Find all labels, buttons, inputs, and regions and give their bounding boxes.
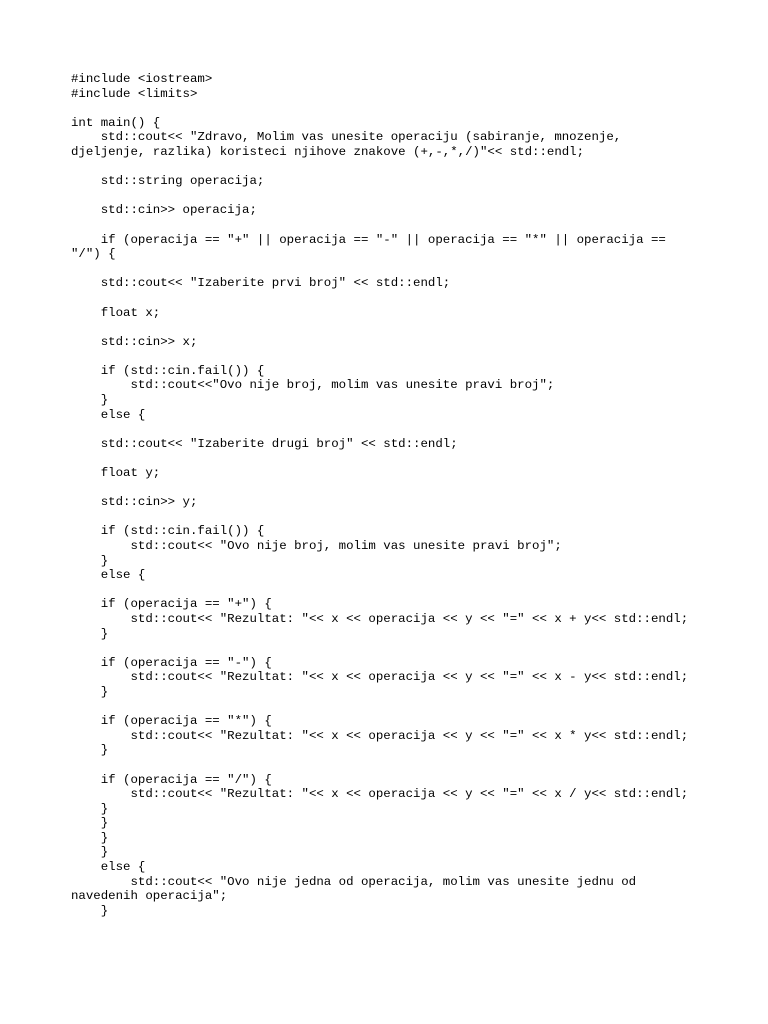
code-line: } [71, 830, 109, 845]
blank-line [71, 641, 711, 656]
blank-line [71, 291, 711, 306]
code-line: std::cout<< "Rezultat: "<< x << operacija << y << "=" << x * y<< std::endl; [71, 728, 689, 743]
code-line: else { [71, 407, 146, 422]
code-line: } [71, 553, 109, 568]
blank-line [71, 101, 711, 116]
code-line: std::cin>> y; [71, 495, 198, 510]
code-line: "/") { [71, 247, 116, 262]
blank-line [71, 262, 711, 277]
blank-line [71, 758, 711, 773]
code-line: if (operacija == "-") { [71, 655, 272, 670]
code-line: else { [71, 568, 146, 583]
code-line: if (operacija == "+" || operacija == "-" || operacija == "*" || operacija == [71, 232, 666, 247]
code-line: int main() { [71, 115, 161, 130]
blank-line [71, 451, 711, 466]
code-line: } [71, 801, 109, 816]
code-line: } [71, 816, 109, 831]
code-line: #include <iostream> [71, 72, 213, 86]
code-line: else { [71, 860, 146, 875]
code-line: float y; [71, 466, 161, 481]
code-line: std::cout<< "Ovo nije broj, molim vas unesite pravi broj"; [71, 539, 562, 553]
blank-line [71, 583, 711, 598]
code-line: std::cout<< "Rezultat: "<< x << operacija << y << "=" << x + y<< std::endl; [71, 611, 689, 626]
blank-line [71, 320, 711, 335]
code-line: std::cin>> x; [71, 334, 198, 349]
blank-line [71, 422, 711, 437]
blank-line [71, 481, 711, 496]
code-line: std::cout<<"Ovo nije broj, molim vas unesite pravi broj"; [71, 378, 555, 393]
code-line: navedenih operacija"; [71, 889, 228, 904]
code-line: } [71, 393, 109, 408]
code-line: std::cout<< "Rezultat: "<< x << operacija << y << "=" << x / y<< std::endl; [71, 787, 689, 802]
blank-line [71, 218, 711, 233]
code-line: } [71, 626, 109, 641]
code-line: if (operacija == "+") { [71, 597, 272, 612]
code-line: if (std::cin.fail()) { [71, 363, 265, 378]
code-line: } [71, 845, 109, 860]
code-line: if (std::cin.fail()) { [71, 524, 265, 539]
code-line: if (operacija == "/") { [71, 772, 272, 787]
code-line: std::string operacija; [71, 174, 265, 189]
code-line: std::cin>> operacija; [71, 203, 257, 218]
code-line: djeljenje, razlika) koristeci njihove znakove (+,-,*,/)"<< std::endl; [71, 144, 585, 159]
code-line: std::cout<< "Rezultat: "<< x << operacija << y << "=" << x - y<< std::endl; [71, 670, 689, 685]
blank-line [71, 160, 711, 175]
code-line: float x; [71, 305, 161, 320]
blank-line [71, 189, 711, 204]
code-line: std::cout<< "Zdravo, Molim vas unesite operaciju (sabiranje, mnozenje, [71, 130, 622, 145]
blank-line [71, 349, 711, 364]
blank-line [71, 510, 711, 525]
code-listing [71, 72, 711, 918]
code-line: if (operacija == "*") { [71, 714, 272, 729]
code-line: } [71, 684, 109, 699]
code-line: std::cout<< "Izaberite drugi broj" << std::endl; [71, 436, 458, 451]
code-line: std::cout<< "Izaberite prvi broj" << std::endl; [71, 276, 451, 291]
code-line: #include <limits> [71, 86, 198, 101]
code-line: std::cout<< "Ovo nije jedna od operacija, molim vas unesite jednu od [71, 874, 637, 889]
code-line: } [71, 903, 109, 918]
blank-line [71, 700, 711, 715]
code-line: } [71, 743, 109, 758]
